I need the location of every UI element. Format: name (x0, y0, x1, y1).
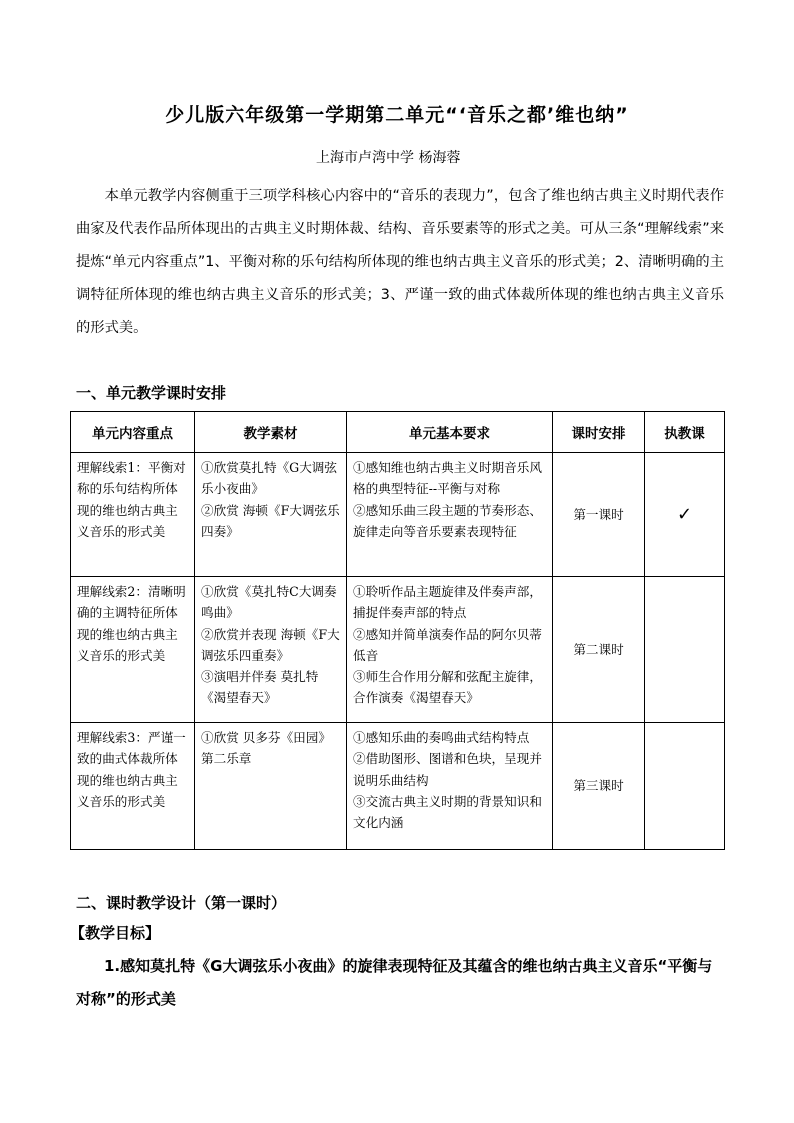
table-header-row (71, 412, 725, 453)
period-cell: 第二课时 (553, 577, 645, 723)
material-item: ②欣赏 海顿《F大调弦乐四奏》 (201, 502, 340, 539)
header-period: 课时安排 (553, 412, 645, 453)
header-taught: 执教课 (645, 412, 725, 453)
material-item: ①欣赏《莫扎特C大调奏鸣曲》 (201, 584, 337, 621)
focus-cell: 理解线索3：严谨一致的曲式体裁所体现的维也纳古典主义音乐的形式美 (71, 723, 195, 850)
table-row (71, 453, 725, 577)
requirement-item: ③师生合作用分解和弦配主旋律，合作演奏《渴望春天》 (353, 669, 542, 706)
requirement-item: ①聆听作品主题旋律及伴奏声部，捕捉伴奏声部的特点 (353, 584, 542, 621)
author-line: 上海市卢湾中学 杨海蓉 (316, 150, 461, 166)
section-heading-schedule: 一、单元教学课时安排 (76, 384, 227, 402)
header-requirements: 单元基本要求 (347, 412, 553, 453)
materials-cell (195, 723, 347, 850)
intro-paragraph: 本单元教学内容侧重于三项学科核心内容中的“音乐的表现力”，包含了维也纳古典主义时期代表作曲家及代表作品所体现出的古典主义时期体裁、结构、音乐要素等的形式之美。可从三条“理解线索”来提炼“单元内容重点”1、平衡对称的乐句结构所体现的维也纳古典主义音乐的形式美；2、清晰明确的主调特征所体现的维也纳古典主义音乐的形式美；3、严谨一致的曲式体裁所体现的维也纳古典主义音乐的形式美。 (76, 188, 724, 336)
material-item: ③演唱并伴奏 莫扎特《渴望春天》 (201, 669, 319, 706)
requirements-cell (347, 453, 553, 577)
focus-cell: 理解线索2：清晰明确的主调特征所体现的维也纳古典主义音乐的形式美 (71, 577, 195, 723)
header-focus: 单元内容重点 (71, 412, 195, 453)
requirement-item: ②借助图形、图谱和色块，呈现并说明乐曲结构 (353, 751, 542, 788)
material-item: ②欣赏并表现 海顿《F大调弦乐四重奏》 (201, 626, 340, 663)
requirement-item: ①感知维也纳古典主义时期音乐风格的典型特征--平衡与对称 (353, 460, 542, 497)
requirement-item: ①感知乐曲的奏鸣曲式结构特点 (353, 730, 530, 745)
goal-item: 1.感知莫扎特《G大调弦乐小夜曲》的旋律表现特征及其蕴含的维也纳古典主义音乐“平衡与对称”的形式美 (76, 957, 713, 1008)
requirement-item: ③交流古典主义时期的背景知识和文化内涵 (353, 793, 542, 831)
requirements-cell (347, 723, 553, 850)
table-row (71, 577, 725, 723)
taught-cell (645, 723, 725, 850)
material-item: ①欣赏莫扎特《G大调弦乐小夜曲》 (201, 460, 337, 497)
goals-heading: 【教学目标】 (70, 924, 161, 942)
material-item: ①欣赏 贝多芬《田园》第二乐章 (201, 730, 331, 767)
taught-cell (645, 577, 725, 723)
materials-cell (195, 453, 347, 577)
requirement-item: ②感知乐曲三段主题的节奏形态、旋律走向等音乐要素表现特征 (353, 502, 542, 539)
document-title: 少儿版六年级第一学期第二单元“‘音乐之都’维也纳” (165, 104, 629, 126)
focus-cell: 理解线索1：平衡对称的乐句结构所体现的维也纳古典主义音乐的形式美 (71, 453, 195, 577)
section-heading-lesson-design: 二、课时教学设计（第一课时） (76, 894, 287, 912)
period-cell: 第三课时 (553, 723, 645, 850)
requirements-cell (347, 577, 553, 723)
unit-schedule-table (70, 411, 725, 850)
taught-check-icon: ✓ (645, 453, 725, 577)
requirement-item: ②感知并简单演奏作品的阿尔贝蒂低音 (353, 626, 542, 663)
period-cell: 第一课时 (553, 453, 645, 577)
table-row (71, 723, 725, 850)
header-materials: 教学素材 (195, 412, 347, 453)
materials-cell (195, 577, 347, 723)
